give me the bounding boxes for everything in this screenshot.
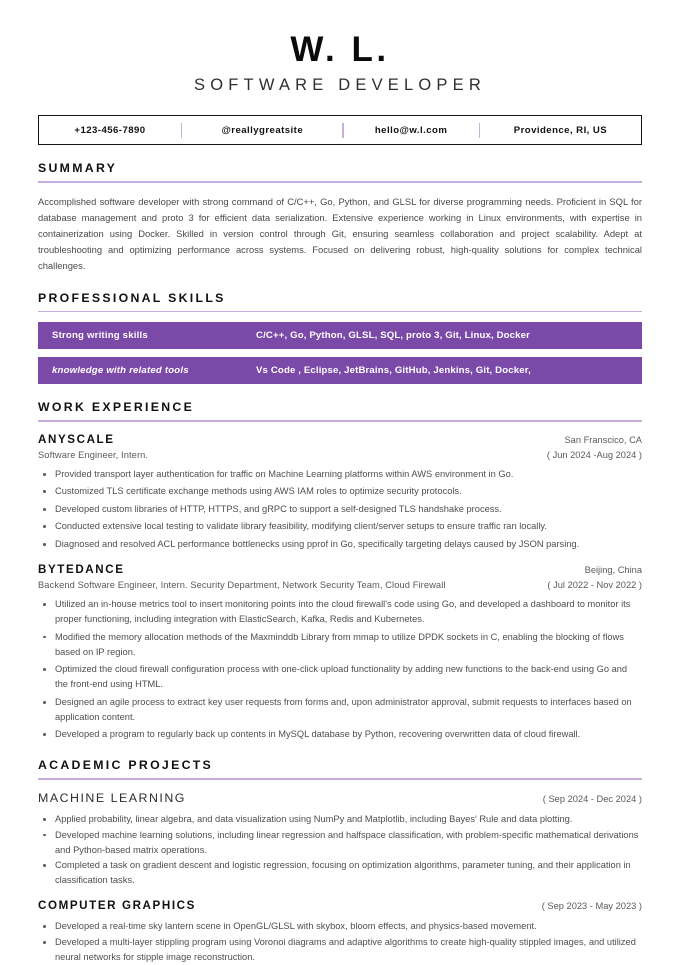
work-company-name: ANYSCALE: [38, 432, 115, 446]
project-name: MACHINE LEARNING: [38, 791, 186, 806]
list-item: Provided transport layer authentication for traffic on Machine Learning platforms within AWS environment in Go.: [38, 467, 642, 482]
work-entry-subheader: [38, 450, 642, 460]
list-item: Conducted extensive local testing to validate library feasibility, modifying client/server setups to ensure traffic ran locally.: [38, 519, 642, 534]
project-entry-header: [38, 899, 642, 912]
contact-location: Providence, RI, US: [513, 124, 608, 136]
list-item: Modified the memory allocation methods of the Maxminddb Library from mmap to utilize DPDK sockets in C, enabling the blocking of flows based on IP region.: [38, 630, 642, 660]
skill-row: [38, 357, 642, 384]
skill-value: C/C++, Go, Python, GLSL, SQL, proto 3, Git, Linux, Docker: [256, 330, 531, 342]
section-rule: [38, 311, 642, 313]
list-item: Completed a task on gradient descent and logistic regression, focusing on optimization algorithms, parameter tuning, and their application in classification tasks.: [38, 858, 642, 888]
work-company-name: BYTEDANCE: [38, 563, 125, 577]
list-item: Diagnosed and resolved ACL performance bottlenecks using pprof in Go, specifically targeting delays caused by JSON parsing.: [38, 537, 642, 552]
list-item: Applied probability, linear algebra, and data visualization using NumPy and Matplotlib, including Bayes' Rule and data plotting.: [38, 812, 642, 827]
list-item: Developed machine learning solutions, including linear regression and halfspace classification, with problem-specific mathematical derivations and Python-based matrix operations.: [38, 828, 642, 858]
project-date-range: ( Sep 2024 - Dec 2024 ): [542, 794, 642, 805]
section-work-experience: [38, 400, 642, 742]
work-entry-header: [38, 433, 642, 446]
contact-email: hello@w.l.com: [374, 124, 448, 136]
section-summary: [38, 161, 642, 274]
project-bullet-list: [38, 919, 642, 965]
list-item: Designed an agile process to extract key user requests from forms and, upon administrator approval, submit requests to interfaces based on application content.: [38, 695, 642, 725]
project-entry: [38, 791, 642, 888]
section-academic-projects: [38, 758, 642, 964]
section-rule: [38, 181, 642, 183]
section-title-work: WORK EXPERIENCE: [38, 400, 195, 415]
list-item: Optimized the cloud firewall configuration process with one-click upload functionality by adding new functions to the back-end using Go and the front-end using HTML.: [38, 662, 642, 692]
work-entry: [38, 433, 642, 552]
work-entry-header: [38, 563, 642, 576]
project-entry: [38, 899, 642, 965]
section-professional-skills: [38, 291, 642, 385]
candidate-name: W. L.: [290, 30, 390, 69]
project-entry-header: [38, 791, 642, 805]
list-item: Customized TLS certificate exchange methods using AWS IAM roles to optimize security protocols.: [38, 484, 642, 499]
work-job-title: Backend Software Engineer, Intern. Security Department, Network Security Team, Cloud Firewall: [38, 580, 446, 591]
contact-website: @reallygreatsite: [221, 124, 304, 136]
skill-value: Vs Code , Eclipse, JetBrains, GitHub, Jenkins, Git, Docker,: [256, 365, 531, 377]
skill-row: [38, 322, 642, 349]
work-entry-subheader: [38, 580, 642, 590]
contact-bar: [38, 115, 642, 145]
section-title-skills: PROFESSIONAL SKILLS: [38, 290, 226, 305]
list-item: Utilized an in-house metrics tool to insert monitoring points into the cloud firewall's code using Go, and developed a dashboard to monitor its proper functioning, including integration with ElasticSearch, Kafka, Redis and Kubernetes.: [38, 597, 642, 627]
skill-label: knowledge with related tools: [52, 365, 189, 377]
work-bullet-list: [38, 597, 642, 742]
contact-phone: +123-456-7890: [74, 124, 146, 136]
list-item: Developed a multi-layer stippling program using Voronoi diagrams and adaptive algorithms to create high-quality stippled images, and utilized neural networks for stipple image reconstruction.: [38, 935, 642, 965]
list-item: Developed a program to regularly back up contents in MySQL database by Python, recovering overwritten data of cloud firewall.: [38, 727, 642, 742]
list-item: Developed custom libraries of HTTP, HTTPS, and gRPC to support a self-designed TLS handshake process.: [38, 502, 642, 517]
section-rule: [38, 420, 642, 422]
project-bullet-list: [38, 812, 642, 888]
work-date-range: ( Jun 2024 -Aug 2024 ): [546, 449, 642, 460]
work-entry: [38, 563, 642, 742]
list-item: Developed a real-time sky lantern scene in OpenGL/GLSL with skybox, bloom effects, and physics-based movement.: [38, 919, 642, 934]
candidate-role: SOFTWARE DEVELOPER: [194, 76, 486, 95]
summary-text: Accomplished software developer with strong command of C/C++, Go, Python, and GLSL for diverse programming needs. Proficient in SQL for database management and proto 3 for efficient data serialization. Extensive experience working in Linux environments, with expertise in containerization using Docker. Skilled in version control through Git, ensuring seamless collaboration and project scalability. Adept at troubleshooting and optimizing performance across systems. Focused on delivering robust, high-quality solutions for complex technical challenges.: [38, 195, 642, 272]
project-date-range: ( Sep 2023 - May 2023 ): [541, 901, 642, 912]
section-title-summary: SUMMARY: [38, 161, 118, 176]
work-location: Beijing, China: [584, 565, 642, 576]
skill-label: Strong writing skills: [52, 330, 148, 342]
work-job-title: Software Engineer, Intern.: [38, 449, 149, 460]
project-name: COMPUTER GRAPHICS: [38, 899, 196, 913]
section-title-projects: ACADEMIC PROJECTS: [38, 758, 214, 773]
resume-header: [38, 0, 642, 95]
work-location: San Franscico, CA: [564, 434, 642, 445]
work-bullet-list: [38, 467, 642, 552]
section-rule: [38, 778, 642, 780]
work-date-range: ( Jul 2022 - Nov 2022 ): [547, 580, 642, 591]
